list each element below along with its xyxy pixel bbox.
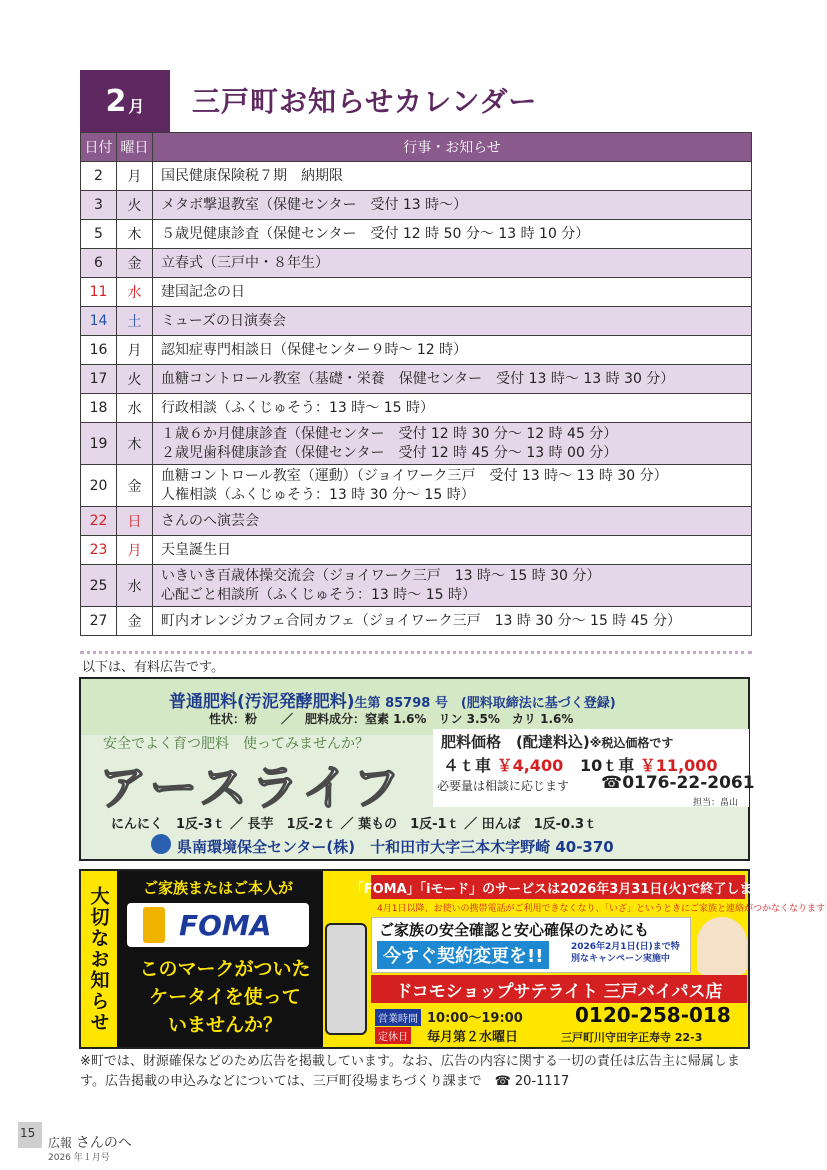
- ad2-warning-text: 4月1日以降、お使いの携帯電話がご利用できなくなり、「いざ」というときにご家族と連絡がつかなくなります: [377, 904, 825, 914]
- table-row: [81, 565, 752, 607]
- cell-event: [153, 162, 752, 191]
- cell-weekday: 木: [117, 220, 153, 249]
- event-line: いきいき百歳体操交流会（ジョイワーク三戸 13 時〜 15 時 30 分）: [161, 567, 601, 584]
- magazine-prefix: 広報: [48, 1136, 73, 1150]
- magazine-name: [48, 1132, 132, 1152]
- event-line: メタボ撃退教室（保健センター 受付 13 時〜）: [161, 196, 468, 213]
- event-line: 町内オレンジカフェ合同カフェ（ジョイワーク三戸 13 時 30 分〜 15 時 45 分）: [161, 612, 682, 629]
- cell-day: 23: [81, 536, 117, 565]
- ad1-phone-text: 0176-22-2061: [622, 773, 755, 793]
- issue-label: 2026 年１月号: [48, 1153, 110, 1163]
- table-row: [81, 365, 752, 394]
- event-line: 血糖コントロール教室（運動）（ジョイワーク三戸 受付 13 時〜 13 時 30 分）: [161, 467, 668, 484]
- question-line: いませんか？: [167, 1014, 282, 1036]
- cell-event: [153, 249, 752, 278]
- event-line: ２歳児歯科健康診査（保健センター 受付 12 時 45 分〜 13 時 00 分）: [161, 444, 618, 461]
- ad2-closed-day: 毎月第２水曜日: [427, 1030, 519, 1045]
- ad1-product-title: [169, 687, 616, 712]
- event-line: 国民健康保険税７期 納期限: [161, 167, 343, 184]
- ad2-side-label: [81, 871, 117, 1047]
- cell-day: 11: [81, 278, 117, 307]
- table-row: [81, 507, 752, 536]
- ad1-registration: 生第 85798 号 (肥料取締法に基づく登録): [354, 696, 616, 711]
- cell-event: [153, 278, 752, 307]
- cell-weekday: 水: [117, 565, 153, 607]
- cell-event: [153, 423, 752, 465]
- table-row: [81, 220, 752, 249]
- cell-weekday: 土: [117, 307, 153, 336]
- table-row: [81, 607, 752, 636]
- cell-weekday: 月: [117, 162, 153, 191]
- event-line: 心配ごと相談所（ふくじゅそう：13 時〜 15 時）: [161, 586, 476, 603]
- table-row: [81, 465, 752, 507]
- ad1-catchphrase: 安全でよく育つ肥料 使ってみませんか？: [103, 736, 369, 752]
- table-row: [81, 394, 752, 423]
- column-header-weekday: 曜日: [117, 133, 153, 162]
- ad1-crop-guide: にんにく 1反-3ｔ ／ 長芋 1反-2ｔ ／ 葉もの 1反-1ｔ ／ 田んぼ 1反-0.3ｔ: [111, 817, 598, 832]
- table-row: [81, 249, 752, 278]
- cell-weekday: 水: [117, 278, 153, 307]
- ad2-phone-number: 0120-258-018: [575, 1003, 731, 1027]
- table-row: [81, 191, 752, 220]
- ad1-phone-number: [601, 773, 755, 793]
- cell-event: [153, 507, 752, 536]
- cell-weekday: 火: [117, 365, 153, 394]
- column-header-event: 行事・お知らせ: [153, 133, 752, 162]
- cell-weekday: 金: [117, 465, 153, 507]
- ad2-family-text: ご家族またはご本人が: [143, 879, 294, 897]
- ad2-safety-text: ご家族の安全確認と安心確保のためにも: [379, 921, 650, 939]
- ad1-contact-person: 担当：畠山: [693, 798, 739, 808]
- cell-day: 20: [81, 465, 117, 507]
- cell-day: 19: [81, 423, 117, 465]
- cell-weekday: 金: [117, 607, 153, 636]
- cell-event: [153, 465, 752, 507]
- ad-notice: 以下は、有料広告です。: [82, 660, 224, 675]
- person-illustration-icon: [697, 917, 747, 975]
- cell-event: [153, 220, 752, 249]
- ad1-brand-name: アースライフ: [99, 760, 405, 816]
- ad1-price-heading: 肥料価格 (配達料込): [441, 733, 590, 751]
- event-line: 行政相談（ふくじゅそう：13 時〜 15 時）: [161, 399, 434, 416]
- cell-day: 18: [81, 394, 117, 423]
- cell-day: 3: [81, 191, 117, 220]
- ad2-campaign-note: 2026年2月1日(日)まで特別なキャンペーン実施中: [571, 942, 680, 964]
- cell-day: 2: [81, 162, 117, 191]
- event-line: 人権相談（ふくじゅそう：13 時 30 分〜 15 時）: [161, 486, 475, 503]
- cell-day: 14: [81, 307, 117, 336]
- event-line: １歳６か月健康診査（保健センター 受付 12 時 30 分〜 12 時 45 分）: [161, 425, 618, 442]
- ad1-price-title: [441, 731, 673, 752]
- foma-logo-icon: [143, 907, 165, 943]
- foma-mark-text: FOMA: [179, 909, 272, 942]
- cell-day: 6: [81, 249, 117, 278]
- event-line: ５歳児健康診査（保健センター 受付 12 時 50 分〜 13 時 10 分）: [161, 225, 590, 242]
- cell-weekday: 日: [117, 507, 153, 536]
- cell-weekday: 金: [117, 249, 153, 278]
- table-row: [81, 336, 752, 365]
- event-line: 認知症専門相談日（保健センター９時〜 12 時）: [161, 341, 468, 358]
- ad2-address: 三戸町川守田字正寿寺 22-3: [561, 1031, 703, 1044]
- question-line: このマークがついた: [139, 958, 311, 980]
- event-calendar-table: [80, 132, 752, 636]
- foma-advertisement: [79, 869, 825, 1049]
- ad1-consult-note: 必要量は相談に応じます: [437, 779, 570, 793]
- cell-day: 17: [81, 365, 117, 394]
- ad1-company: 県南環境保全センター(株) 十和田市大字三本木字野崎 40-370: [177, 838, 614, 856]
- cell-weekday: 月: [117, 336, 153, 365]
- cell-event: [153, 607, 752, 636]
- fertilizer-advertisement: [79, 677, 755, 861]
- cell-weekday: 木: [117, 423, 153, 465]
- question-line: ケータイを使って: [149, 986, 301, 1008]
- page-title: 三戸町お知らせカレンダー: [192, 85, 538, 118]
- cell-day: 16: [81, 336, 117, 365]
- event-line: 立春式（三戸中・８年生）: [161, 254, 329, 271]
- cell-day: 22: [81, 507, 117, 536]
- ad1-tax-note: ※税込価格です: [589, 736, 674, 750]
- cell-weekday: 水: [117, 394, 153, 423]
- ad1-specifications: 性状：粉 ／ 肥料成分：窒素 1.6% リン 3.5% カリ 1.6%: [209, 712, 574, 726]
- event-line: 血糖コントロール教室（基礎・栄養 保健センター 受付 13 時〜 13 時 30 分）: [161, 370, 675, 387]
- calendar-header: [80, 70, 752, 132]
- cell-day: 25: [81, 565, 117, 607]
- table-row: [81, 536, 752, 565]
- ad-disclaimer: ※町では、財源確保などのため広告を掲載しています。なお、広告の内容に関する一切の責任は広告主に帰属します。広告掲載の申込みなどについては、三戸町役場まちづくり課まで ☎ 20-1117: [80, 1054, 740, 1089]
- magazine-title: さんのへ: [75, 1135, 132, 1151]
- price-4t-label: ４ｔ車: [443, 756, 492, 775]
- column-header-day: 日付: [81, 133, 117, 162]
- cell-day: 5: [81, 220, 117, 249]
- event-line: 建国記念の日: [161, 283, 245, 300]
- table-row: [81, 307, 752, 336]
- cell-event: [153, 565, 752, 607]
- price-10t-label: 10ｔ車: [579, 756, 635, 775]
- dotted-divider: [80, 651, 752, 654]
- ad2-hours: 10:00〜19:00: [427, 1011, 523, 1026]
- ad1-product-type: 普通肥料(汚泥発酵肥料): [169, 692, 355, 712]
- event-line: ミューズの日演奏会: [161, 312, 287, 329]
- flip-phone-icon: [325, 923, 367, 1035]
- ad2-hours-label: 営業時間: [375, 1009, 421, 1026]
- cell-weekday: 火: [117, 191, 153, 220]
- cell-event: [153, 365, 752, 394]
- cell-event: [153, 394, 752, 423]
- ad2-change-now: 今すぐ契約変更を!!: [377, 941, 549, 969]
- cell-event: [153, 536, 752, 565]
- event-line: 天皇誕生日: [161, 541, 231, 558]
- month-unit: 月: [128, 96, 145, 116]
- company-logo-icon: [151, 834, 171, 854]
- price-4t-value: ￥4,400: [496, 756, 564, 775]
- cell-event: [153, 336, 752, 365]
- cell-weekday: 月: [117, 536, 153, 565]
- month-badge: [80, 70, 170, 132]
- table-body: [81, 162, 752, 636]
- ad2-question: [125, 955, 325, 1039]
- table-row: [81, 278, 752, 307]
- ad2-shop-name: ドコモショップサテライト 三戸バイパス店: [371, 975, 747, 1003]
- table-row: [81, 423, 752, 465]
- cell-event: [153, 307, 752, 336]
- event-line: さんのへ演芸会: [161, 512, 259, 529]
- page-number: 15: [20, 1126, 36, 1140]
- table-header-row: [81, 133, 752, 162]
- month-number: 2: [105, 83, 127, 119]
- phone-icon: ☎: [601, 773, 623, 793]
- cell-day: 27: [81, 607, 117, 636]
- ad2-important-notice: 大切なお知らせ: [87, 885, 110, 1033]
- ad2-closed-label: 定休日: [375, 1027, 411, 1044]
- price-10t-value: ￥11,000: [639, 756, 718, 775]
- cell-event: [153, 191, 752, 220]
- ad2-service-end-banner: 「FOMA」「iモード」のサービスは2026年3月31日(火)で終了します: [371, 875, 745, 899]
- table-row: [81, 162, 752, 191]
